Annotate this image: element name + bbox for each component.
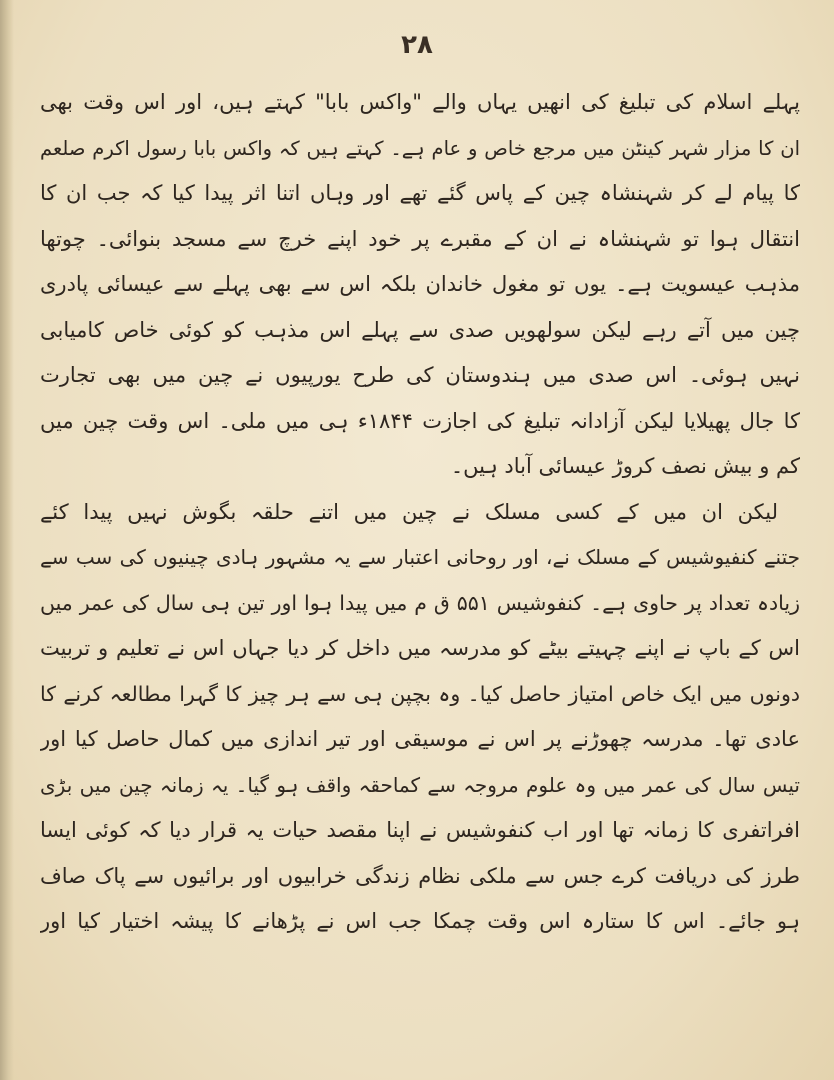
text-line: زیادہ تعداد پر حاوی ہے۔ کنفوشیس ۵۵۱ ق م میں پیدا ہوا اور تین ہی سال کی عمر میں xyxy=(40,590,800,615)
text-line: مذہب عیسویت ہے۔ یوں تو مغول خاندان بلکہ اس سے بھی پہلے سے عیسائی پادری xyxy=(40,272,800,296)
text-line: افراتفری کا زمانہ تھا اور اب کنفوشیس نے اپنا مقصد حیات یہ قرار دیا کہ کوئی ایسا xyxy=(40,818,800,842)
text-line: نہیں ہوئی۔ اس صدی میں ہندوستان کی طرح یورپیوں نے چین میں بھی تجارت xyxy=(40,363,800,387)
text-line: ہو جائے۔ اس کا ستارہ اس وقت چمکا جب اس نے پڑھانے کا پیشہ اختیار کیا اور xyxy=(40,909,800,933)
text-line: لیکن ان میں کے کسی مسلک نے چین میں اتنے حلقہ بگوش نہیں پیدا کئے xyxy=(40,499,778,524)
page-binding-edge xyxy=(0,0,14,1080)
body-text xyxy=(40,80,800,945)
text-line: اس کے باپ نے اپنے چہیتے بیٹے کو مدرسہ میں داخل کر دیا جہاں اس نے تعلیم و تربیت xyxy=(40,636,800,660)
text-line: جتنے کنفیوشیس کے مسلک نے، اور روحانی اعتبار سے یہ مشہور ہادی چینیوں کی سب سے xyxy=(40,545,800,569)
text-line: عادی تھا۔ مدرسہ چھوڑنے پر اس نے موسیقی اور تیر اندازی میں کمال حاصل کیا اور xyxy=(40,727,800,751)
text-line: ان کا مزار شہر کینٹن میں مرجع خاص و عام ہے۔ کہتے ہیں کہ واکس بابا رسول اکرم صلعم xyxy=(40,136,800,160)
text-line: دونوں میں ایک خاص امتیاز حاصل کیا۔ وہ بچپن ہی سے ہر چیز کا گہرا مطالعہ کرنے کا xyxy=(40,681,800,706)
text-line: چین میں آتے رہے لیکن سولھویں صدی سے پہلے اس مذہب کو کوئی خاص کامیابی xyxy=(40,317,800,342)
text-line: کا جال پھیلایا لیکن آزادانہ تبلیغ کی اجازت ۱۸۴۴ء ہی میں ملی۔ اس وقت چین میں xyxy=(40,408,800,433)
text-line: طرز کی دریافت کرے جس سے ملکی نظام زندگی خرابیوں اور برائیوں سے پاک صاف xyxy=(40,863,800,888)
text-line: تیس سال کی عمر میں وہ علوم مروجہ سے کماحقہ واقف ہو گیا۔ یہ زمانہ چین میں بڑی xyxy=(40,772,800,797)
text-line: کا پیام لے کر شہنشاہ چین کے پاس گئے تھے اور وہاں اتنا اثر پیدا کیا کہ جب ان کا xyxy=(40,181,800,205)
page-number: ۲۸ xyxy=(401,30,433,60)
text-line: کم و بیش نصف کروڑ عیسائی آباد ہیں۔ xyxy=(450,454,800,478)
text-line: پہلے اسلام کی تبلیغ کی انھیں یہاں والے "واکس بابا" کہتے ہیں، اور اس وقت بھی xyxy=(40,90,800,114)
text-line: انتقال ہوا تو شہنشاہ نے ان کے مقبرے پر خود اپنے خرچ سے مسجد بنوائی۔ چوتھا xyxy=(40,226,800,251)
